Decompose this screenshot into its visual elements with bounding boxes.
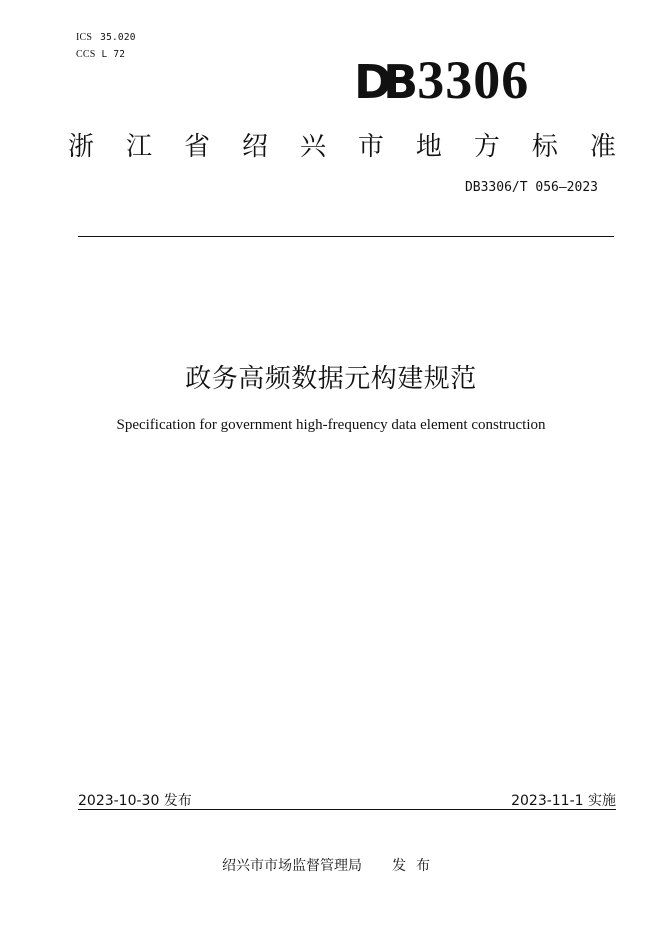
- ccs-code: [76, 49, 125, 60]
- footer-divider: [78, 809, 616, 810]
- standard-type-char: 绍: [241, 131, 268, 162]
- header-divider: [78, 236, 614, 237]
- release-date: 2023-10-30 发布: [78, 793, 192, 809]
- ics-label: ICS: [76, 32, 93, 43]
- standard-type-char: 市: [357, 131, 384, 162]
- standard-type-char: 地: [415, 131, 442, 162]
- standard-type-char: 江: [125, 131, 152, 162]
- standard-logo: [354, 52, 566, 108]
- document-title-chinese: 政务高频数据元构建规范: [185, 364, 477, 394]
- ics-value: 35.020: [100, 32, 136, 43]
- standard-type-char: 兴: [299, 131, 326, 162]
- document-title-english: Specification for government high-frequency data element construction: [116, 417, 546, 433]
- issuer-name: 绍兴市市场监督管理局: [222, 858, 362, 874]
- issuer-action: 发布: [392, 858, 440, 874]
- logo-prefix: DB: [354, 55, 410, 109]
- effective-date: 2023-11-1 实施: [511, 793, 616, 809]
- standard-number: DB3306/T 056—2023: [464, 180, 598, 195]
- issuer-line: [0, 855, 662, 875]
- ccs-value: L 72: [101, 49, 126, 60]
- standard-type-char: 浙: [68, 131, 95, 162]
- standard-type-char: 准: [589, 131, 616, 162]
- ics-code: [76, 32, 136, 43]
- logo-code: 3306: [417, 50, 530, 110]
- standard-type-char: 标: [531, 131, 558, 162]
- standard-type-title: [68, 126, 616, 162]
- standard-type-char: 方: [473, 131, 500, 162]
- ccs-label: CCS: [76, 49, 96, 60]
- standard-type-char: 省: [183, 131, 210, 162]
